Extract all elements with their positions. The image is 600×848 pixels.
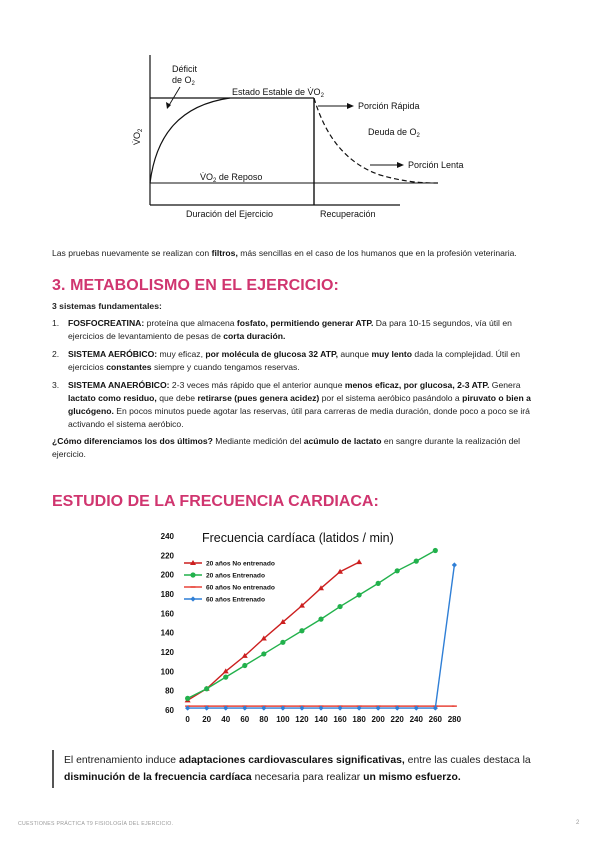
data-point	[318, 617, 323, 622]
x-tick-label: 240	[409, 715, 423, 724]
footer-title: CUESTIONES PRÁCTICA T9 FISIOLOGÍA DEL EJERCICIO.	[18, 821, 174, 827]
data-point	[357, 592, 362, 597]
chart-title: Frecuencia cardíaca (latidos / min)	[202, 531, 394, 545]
fast-portion-arrow-head	[347, 103, 354, 109]
page-number: 2	[576, 820, 580, 826]
quote-bar	[52, 750, 54, 788]
deficit-arrow	[168, 87, 180, 107]
data-point	[299, 628, 304, 633]
data-point	[190, 572, 195, 577]
list-item: 3. SISTEMA ANAERÓBICO: 2-3 veces más rápido que el anterior aunque menos eficaz, por glucosa, 2-3 ATP. Genera lactato como residuo, que debe retirarse (pues genera acidez) por el sistema aeróbico pasándolo a piruvato o bien a glucógeno. En pocos minutos puede agotar las reservas, útil para carreras de media duración, donde poco a poco se irá activando el sistema aeróbico.	[52, 380, 531, 429]
data-point	[204, 686, 209, 691]
slow-portion-label: Porción Lenta	[408, 160, 464, 170]
section3-subtitle: 3 sistemas fundamentales:	[52, 301, 162, 311]
y-tick-label: 120	[160, 648, 174, 657]
y-tick-label: 240	[160, 532, 174, 541]
y-tick-label: 220	[160, 551, 174, 561]
vo2-diagram	[120, 55, 510, 225]
x-tick-label: 220	[390, 715, 404, 724]
data-point	[376, 581, 381, 586]
o2-debt-label: Deuda de $O_2$	[368, 127, 420, 139]
series-line-1	[188, 562, 359, 700]
data-point	[414, 559, 419, 564]
x-tick-label: 260	[428, 715, 443, 724]
data-point	[433, 548, 438, 553]
y-tick-label: 140	[160, 628, 174, 638]
vo2-uptake-curve	[150, 98, 230, 183]
x-tick-label: 20	[202, 715, 212, 724]
data-point	[223, 675, 228, 680]
x-tick-label: 80	[259, 715, 269, 724]
data-point	[185, 696, 190, 701]
section4-title: ESTUDIO DE LA FRECUENCIA CARDIACA:	[52, 493, 379, 510]
y-tick-label: 180	[160, 590, 174, 599]
vo2-x-label-exercise: Duración del Ejercicio	[186, 209, 274, 219]
slow-portion-arrow-head	[397, 162, 404, 168]
fast-portion-label: Porción Rápida	[358, 101, 420, 111]
deficit-label-line1: Déficit	[172, 64, 198, 74]
x-tick-label: 0	[185, 715, 190, 724]
data-point	[261, 651, 266, 656]
data-point	[190, 596, 195, 601]
conclusion-paragraph: El entrenamiento induce adaptaciones cardiovasculares significativas, entre las cuales destaca la disminución de la frecuencia cardíaca necesaria para realizar un mismo esfuerzo.	[64, 755, 531, 783]
y-tick-label: 160	[160, 609, 174, 619]
lactate-question: ¿Cómo diferenciamos los dos últimos? Mediante medición del acúmulo de lactato en sangre durante la realización del ejercicio.	[52, 436, 521, 459]
energy-systems-list	[52, 317, 544, 431]
data-point	[242, 663, 247, 668]
vo2-rest-label: $V̇O_2$ de Reposo	[200, 172, 263, 184]
intro-paragraph: Las pruebas nuevamente se realizan con filtros, más sencillas en el caso de los humanos que en la profesión veterinaria.	[52, 248, 517, 258]
legend-label: 60 años No entrenado	[206, 584, 275, 592]
x-tick-label: 120	[295, 715, 309, 724]
list-item: 2. SISTEMA AERÓBICO: muy eficaz, por molécula de glucosa 32 ATP, aunque muy lento dada la complejidad. Útil en ejercicios constantes siempre y cuando tengamos reservas.	[52, 349, 520, 372]
x-tick-label: 200	[371, 715, 385, 724]
legend-label: 20 años Entrenado	[206, 572, 265, 580]
x-tick-label: 40	[221, 715, 231, 724]
data-point	[337, 604, 342, 609]
deficit-label-line2: de $O_2$	[172, 75, 195, 87]
vo2-y-label: $V̇O_2$	[132, 128, 144, 145]
list-item: 1. FOSFOCREATINA: proteína que almacena fosfato, permitiendo generar ATP. Da para 10-15 segundos, vía útil en ejercicios de levantamiento de pesas de corta duración.	[52, 318, 512, 341]
x-tick-label: 280	[447, 715, 462, 724]
x-tick-label: 160	[333, 715, 347, 724]
data-point	[452, 562, 457, 567]
data-point	[280, 640, 285, 645]
y-tick-label: 80	[165, 686, 174, 696]
y-tick-label: 200	[160, 570, 174, 580]
x-tick-label: 180	[352, 715, 366, 724]
vo2-x-label-recovery: Recuperación	[320, 209, 376, 219]
legend-label: 20 años No entrenado	[206, 560, 275, 568]
x-tick-label: 60	[240, 715, 250, 724]
data-point	[395, 568, 400, 573]
x-tick-label: 140	[314, 715, 328, 724]
y-tick-label: 100	[160, 667, 174, 677]
section3-title: 3. METABOLISMO EN EL EJERCICIO:	[52, 277, 339, 294]
y-tick-label: 60	[165, 706, 174, 715]
data-point	[356, 559, 362, 564]
steady-state-label: Estado Estable de $V̇O_2$	[232, 87, 324, 99]
legend-label: 60 años Entrenado	[206, 596, 265, 604]
heart-rate-chart	[150, 525, 470, 730]
x-tick-label: 100	[276, 715, 290, 724]
